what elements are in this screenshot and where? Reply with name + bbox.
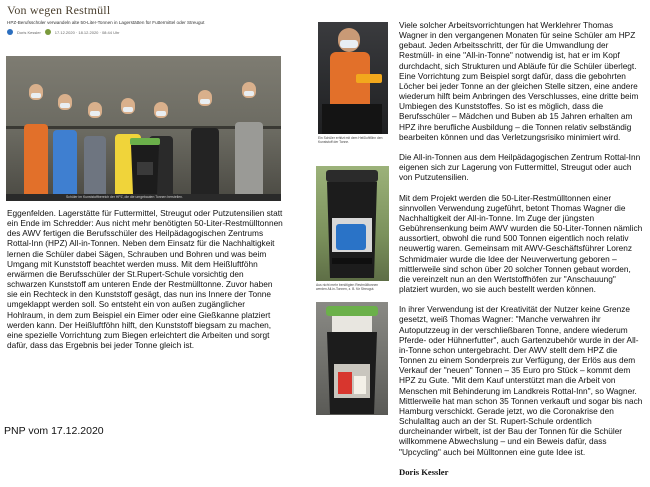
paragraph: Die All-in-Tonnen aus dem Heilpädagogischen Zentrum Rottal-Inn eigenen sich zur Lagerung von Futtermittel, Streugut oder auch von Putzutensilien.: [399, 152, 641, 183]
all-in-tonne-box-photo: [316, 302, 388, 415]
paragraph: Mit dem Projekt werden die 50-Liter-Restmülltonnen einer sinnvollen Verwendung zugeführt, betont Thomas Wagner die Nachhaltigkeit der All-in-Tonne. Im Zuge der jüngsten Gebührensenkung beim AWV wurden die 50-Liter-Tonnen nämlich aussortiert, obwohl die rund 500 Tonnen eigentlich noch relativ neuwertig waren. Gemeinsam mit AWV-Geschäftsführer Lorenz Schmidmaier wurde die Idee der Neuverwertung geboren – mittlerweile sind schon über 20 solcher Tonnen gebaut worden, die vereinzelt nun an den Wertstoffhöfen zur "Anschauung" platziert wurden, wo sie auch bestellt werden können.: [399, 192, 643, 295]
article-headline: Von wegen Restmüll: [7, 3, 111, 17]
article-subheadline: HPZ-Berufsschüler verwandeln alte 50-Liter-Tonnen in Lagerstätten für Futtermittel oder Streugut: [7, 20, 205, 25]
source-footer: PNP vom 17.12.2020: [4, 425, 104, 437]
article-body-left: [7, 208, 285, 350]
paragraph: Viele solcher Arbeitsvorrichtungen hat Werklehrer Thomas Wagner in den vergangenen Monaten für seine Schüler am HPZ gebaut. Jeden Arbeitsschritt, der für die Umwandlung der Restmüll- in eine "All-in-Tonne" notwendig ist, hat er im Kopf durchdacht, sich Strukturen und Abläufe für die Schüler überlegt. Eine Vorrichtung zum Beispiel sorgt dafür, dass die gebohrten Löcher bei jeder Tonne an der gleichen Stelle sitzen, eine andere wiederum hilft beim Anbringen des Verschlusses, eine dritte beim Umbiegen des Kunststoffes. So ist es möglich, dass die Berufsschüler – Mädchen und Buben ab 15 Jahren erhalten am HPZ ihre berufliche Ausbildung – die Tonnen relativ selbständig bearbeiten können und das Verletzungsrisiko minimiert wird.: [399, 20, 639, 142]
author-name: Doris Kessler: [17, 29, 41, 35]
article-body-right: [399, 20, 644, 487]
author-signature: Doris Kessler: [399, 466, 449, 477]
photo-caption: Schüler im Kunststoffbereich der HPZ, die die umgebauten Tonnen herstellen.: [6, 194, 281, 201]
article-meta: [7, 28, 120, 36]
paragraph: In ihrer Verwendung ist der Kreativität der Nutzer keine Grenze gesetzt, weiß Thomas Wagner: "Manche verwahren ihr Autoputzzeug in der verschließbaren Tonne, andere wiederum Pferde- oder Hühnerfutter", auch Gartenzubehör wurde in der All-in-Tonne schon untergebracht. Der AWV stellt dem HPZ die Tonnen zu einem Sonderpreis zur Verfügung, der Erlös aus dem Verkauf der "neuen" Tonnen – 35 Euro pro Stück – kommt dem HPZ zu Gute. "Mit dem Kauf unterstützt man die Arbeit von Menschen mit Behinderung im Landkreis Rottal-Inn", so Wagner. Mittlerweile hat man schon 35 Tonnen verkauft und sogar bis nach Hamburg verschickt. Gerade jetzt, wo die Coronakrise den Schulalltag auch an der St. Rupert-Schule ordentlich durcheinander wirbelt, ist der Bau der Tonnen für die Schüler willkommene Abwechslung – und ein Beweis dafür, dass "Upcycling" auch bei Mülltonnen eine gute Idee ist.: [399, 304, 643, 457]
restmuell-tonne-icon: [128, 138, 162, 194]
group-photo: [6, 56, 281, 194]
author-icon: [7, 29, 13, 35]
caption-image-1: Ein Schüler erhitzt mit dem Heißluftföhn den Kunststoff der Tonne.: [318, 136, 383, 144]
clock-icon: [45, 29, 51, 35]
article-date: 17.12.2020 · 18.12.2020 · 08:44 Uhr: [54, 29, 120, 35]
all-in-tonne-bucket-photo: [316, 166, 389, 281]
paragraph: Eggenfelden. Lagerstätte für Futtermittel, Streugut oder Putzutensilien statt ein Ende im Schredder: Aus nicht mehr benötigten 50-Liter-Restmülltonnen des AWV fertigen die Berufsschüler des Heilpädagogischen Zentrums Rottal-Inn (HPZ) All-in-Tonnen. Neben dem Einsatz für die Nachhaltigkeit lernen die Schüler dabei Sägen, Schrauben und Bohren und was beim Umgang mit Kunststoff beachtet werden muss. Mit dem Heißluftföhn erwärmen die Berufsschüler der St.Rupert-Schule vorsichtig den schwarzen Kunststoff am unteren Ende der Restmülltonne. Zuvor haben sie ein Rechteck in den Kunststoff gesägt, das nun ins Innere der Tonne umgeklappt werden soll. So entsteht ein von außen zugänglicher Hohlraum, in dem zum Beispiel ein Eimer oder eine Gießkanne platziert werden kann. Der Heißluftföhn hilft, den Kunststoff biegsam zu machen, eine spezielle Vorrichtung zum Biegen erleichtert die Arbeiten und sorgt dafür, dass das Ergebnis bei jeder Tonne gleich ist.: [7, 208, 283, 351]
caption-image-2: Aus nicht mehr benötigten Restmülltonnen werden All-in-Tonnen, z. B. für Streugut.: [316, 283, 379, 291]
student-heatgun-photo: [318, 22, 388, 134]
